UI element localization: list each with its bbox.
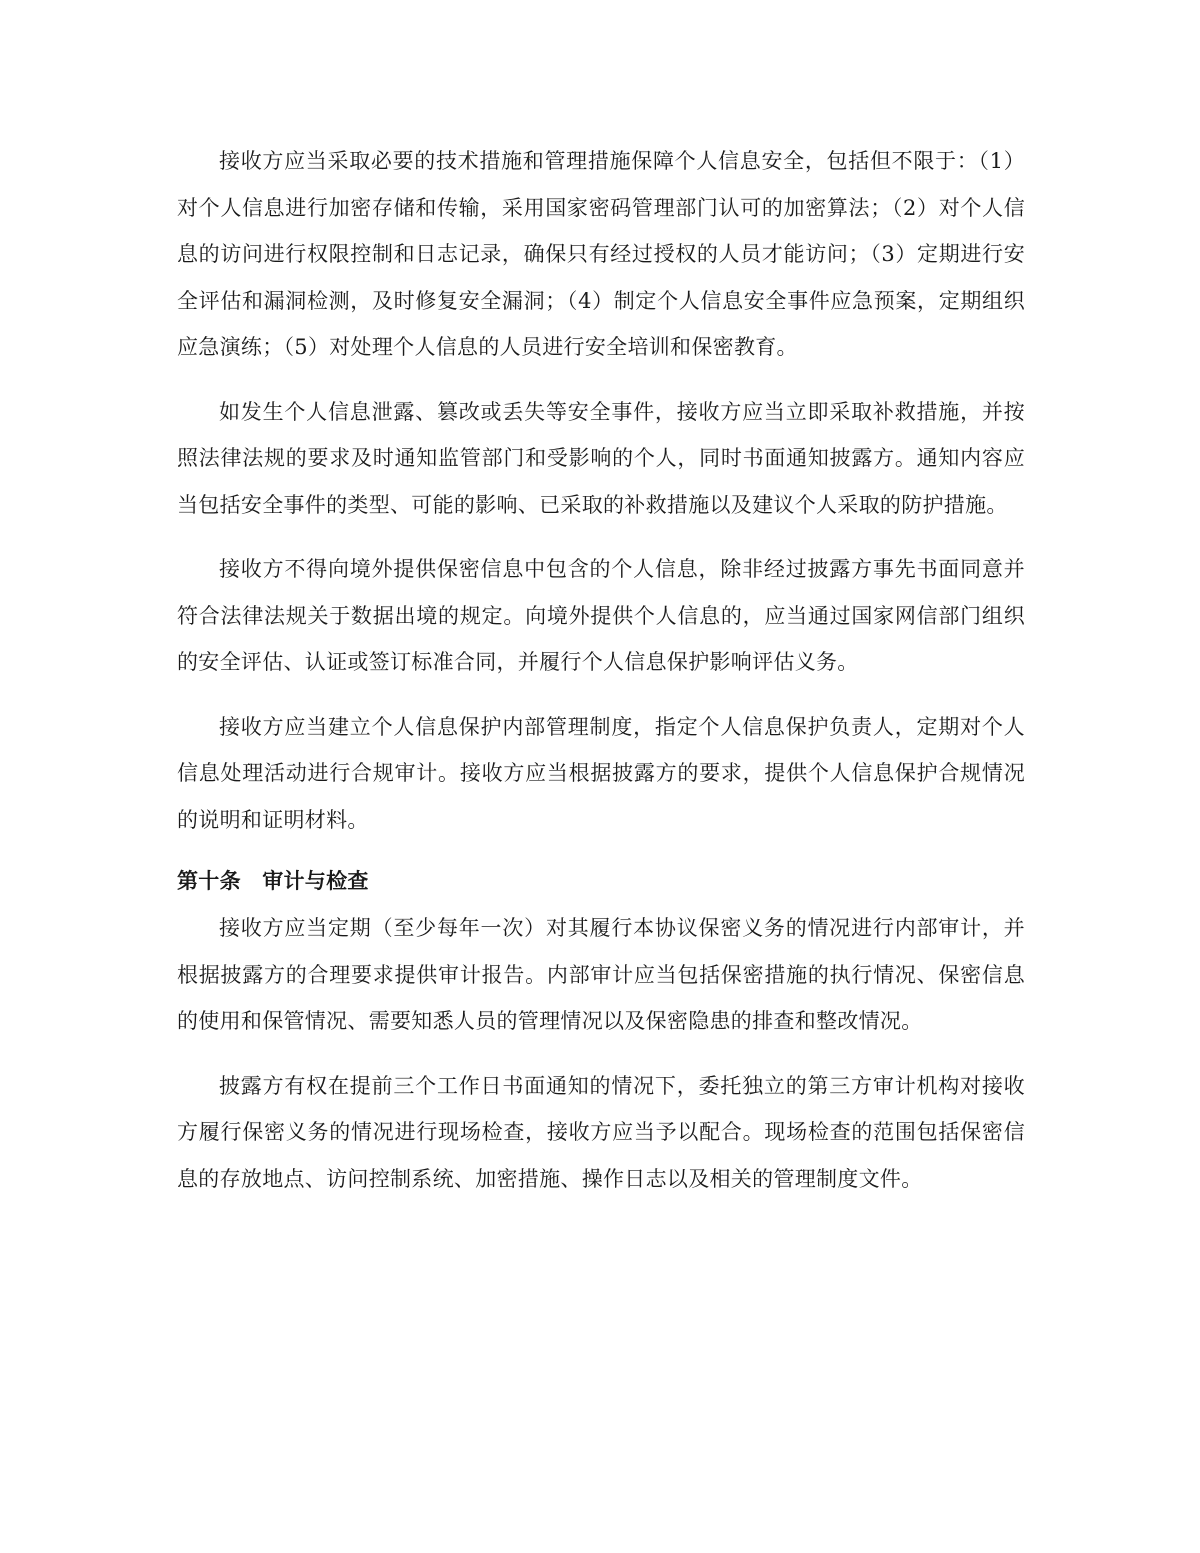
- document-body: [177, 138, 1025, 1220]
- paragraph-internal-audit: 接收方应当定期（至少每年一次）对其履行本协议保密义务的情况进行内部审计，并根据披露方的合理要求提供审计报告。内部审计应当包括保密措施的执行情况、保密信息的使用和保管情况、需要知悉人员的管理情况以及保密隐患的排查和整改情况。: [177, 916, 1025, 1033]
- paragraph-cross-border-transfer: 接收方不得向境外提供保密信息中包含的个人信息，除非经过披露方事先书面同意并符合法律法规关于数据出境的规定。向境外提供个人信息的，应当通过国家网信部门组织的安全评估、认证或签订标准合同，并履行个人信息保护影响评估义务。: [177, 557, 1025, 674]
- paragraph-internal-management: 接收方应当建立个人信息保护内部管理制度，指定个人信息保护负责人，定期对个人信息处理活动进行合规审计。接收方应当根据披露方的要求，提供个人信息保护合规情况的说明和证明材料。: [177, 714, 1025, 832]
- section-heading-audit: 第十条 审计与检查: [177, 869, 369, 893]
- paragraph-onsite-inspection: 披露方有权在提前三个工作日书面通知的情况下，委托独立的第三方审计机构对接收方履行保密义务的情况进行现场检查，接收方应当予以配合。现场检查的范围包括保密信息的存放地点、访问控制系统、加密措施、操作日志以及相关的管理制度文件。: [177, 1073, 1025, 1191]
- paragraph-incident-response: 如发生个人信息泄露、篡改或丢失等安全事件，接收方应当立即采取补救措施，并按照法律法规的要求及时通知监管部门和受影响的个人，同时书面通知披露方。通知内容应当包括安全事件的类型、可能的影响、已采取的补救措施以及建议个人采取的防护措施。: [177, 399, 1025, 517]
- paragraph-security-measures: 接收方应当采取必要的技术措施和管理措施保障个人信息安全，包括但不限于：（1）对个人信息进行加密存储和传输，采用国家密码管理部门认可的加密算法；（2）对个人信息的访问进行权限控制和日志记录，确保只有经过授权的人员才能访问；（3）定期进行安全评估和漏洞检测，及时修复安全漏洞；（4）制定个人信息安全事件应急预案，定期组织应急演练；（5）对处理个人信息的人员进行安全培训和保密教育。: [177, 149, 1025, 359]
